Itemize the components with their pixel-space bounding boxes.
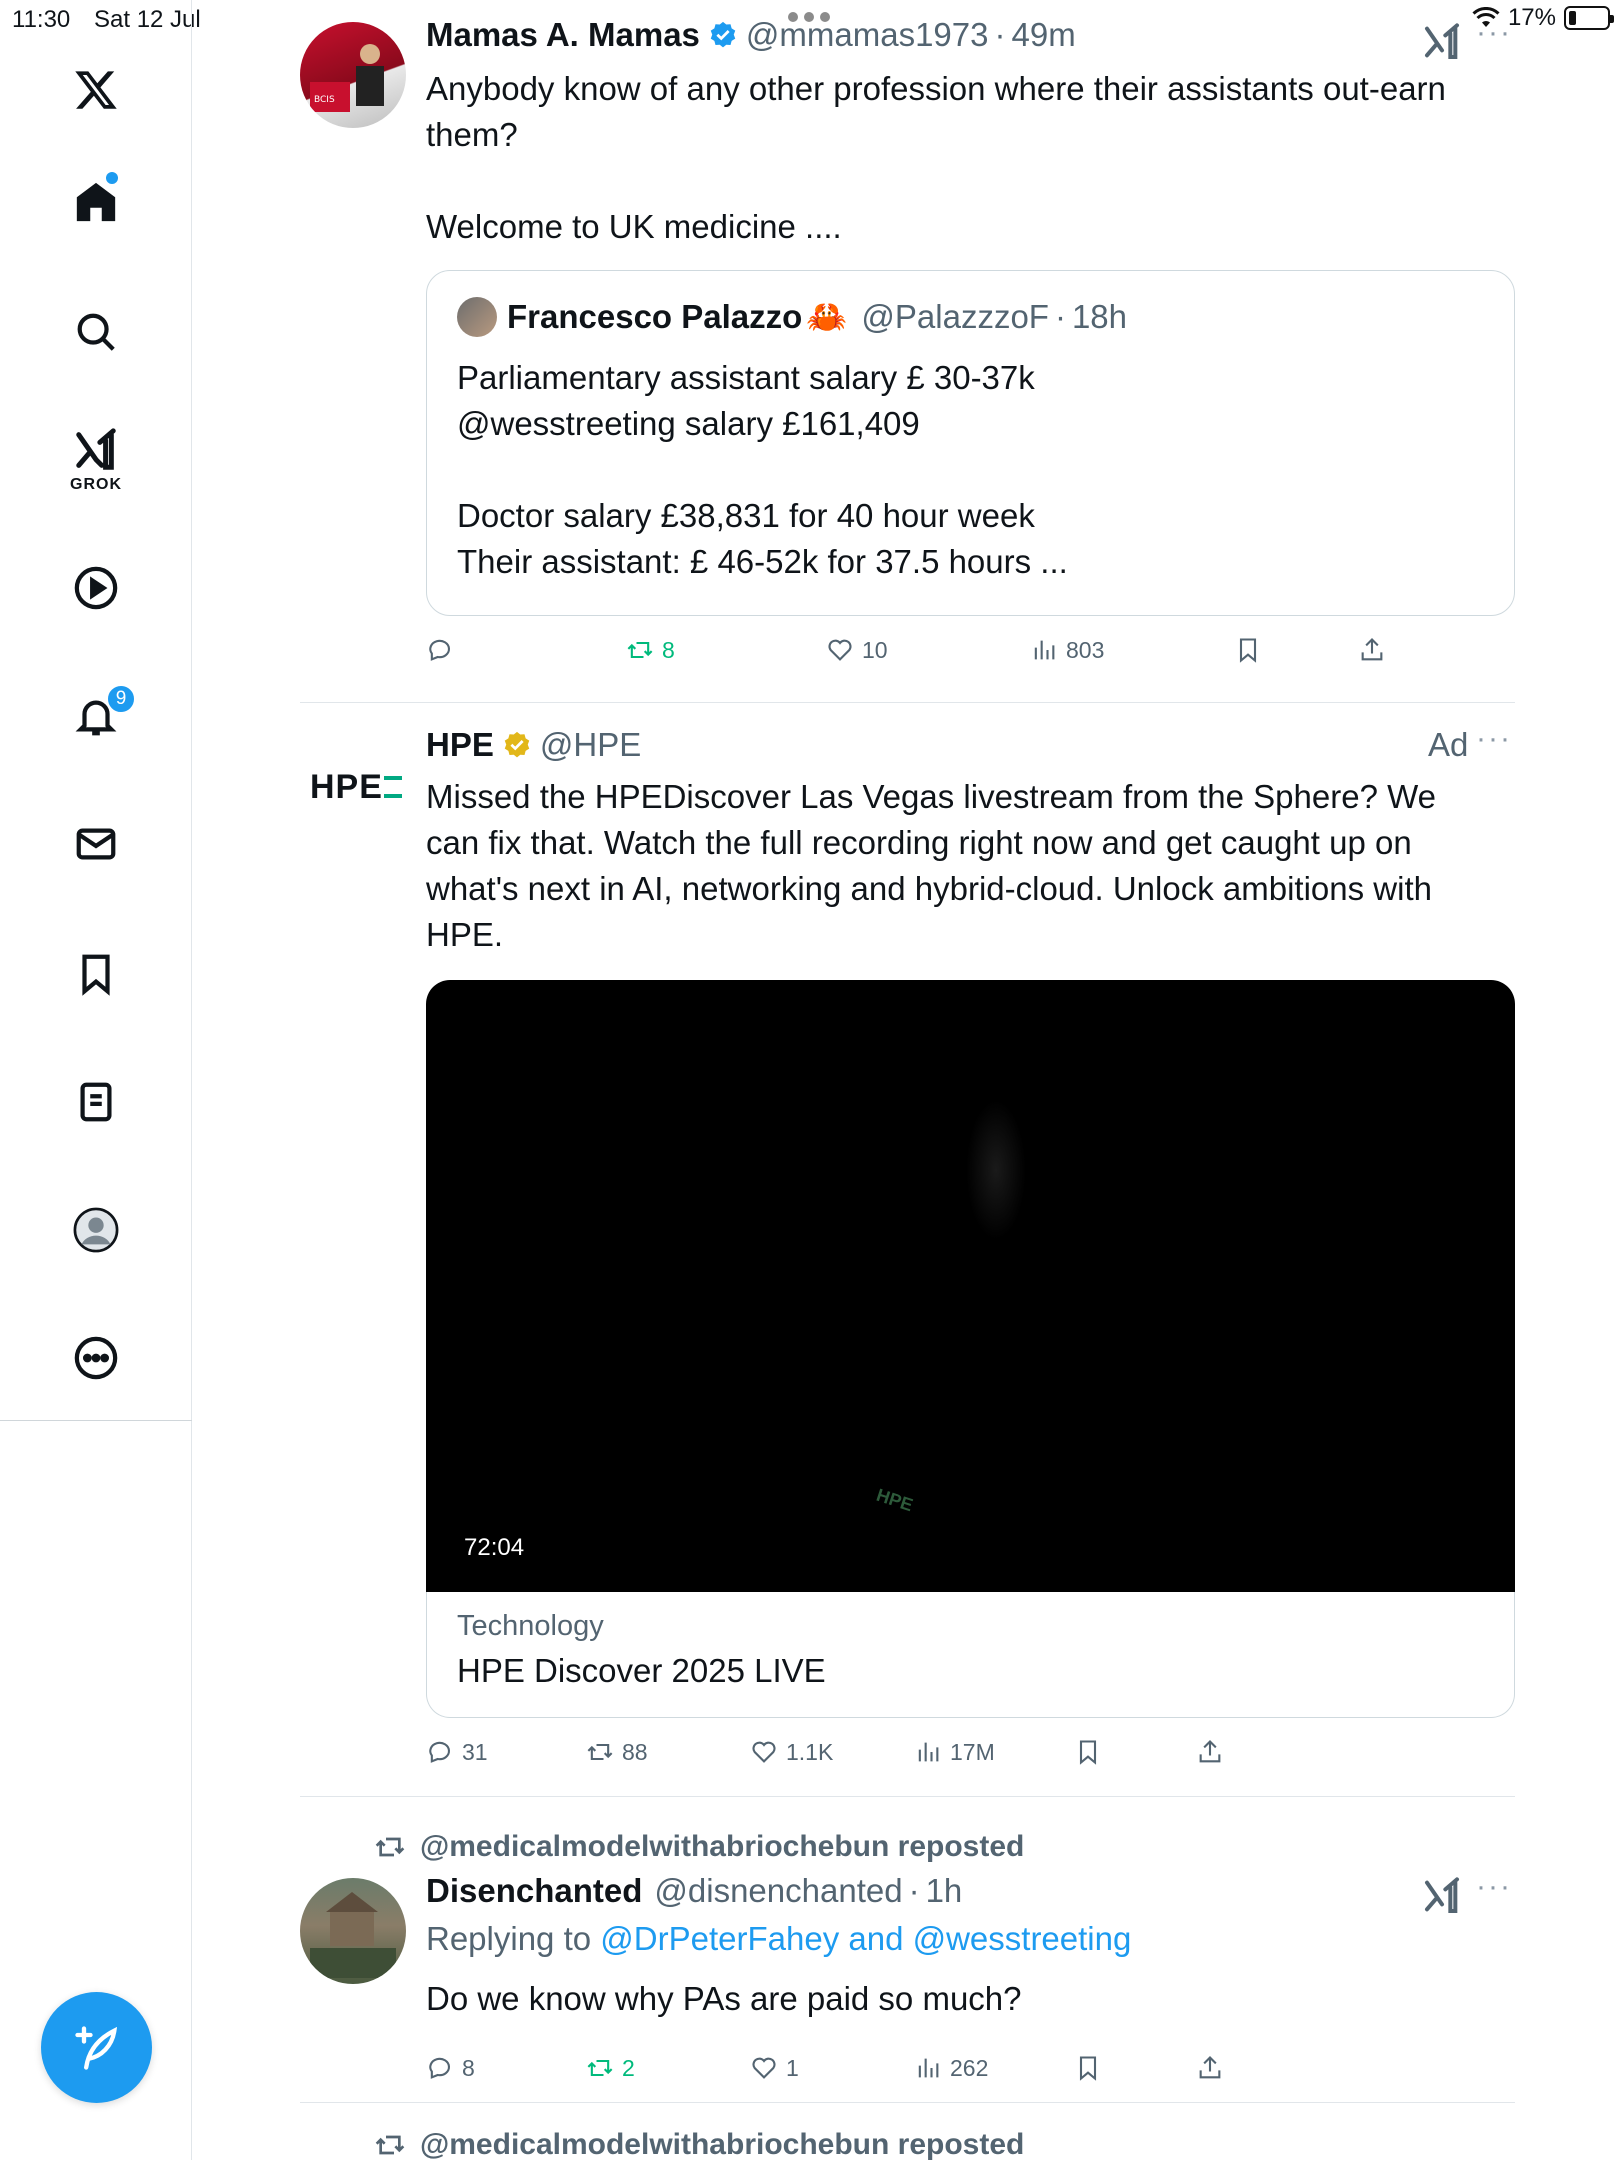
video-duration: 72:04: [456, 1532, 532, 1564]
repost-icon: [586, 2054, 614, 2082]
tweet-actions: [426, 1738, 1516, 1778]
quoted-tweet[interactable]: [426, 270, 1515, 616]
tweet-text-line: them?: [426, 116, 518, 153]
tweet-text-line: HPE.: [426, 916, 504, 953]
tweet-text-line: what's next in AI, networking and hybrid-cloud. Unlock ambitions with: [426, 870, 1432, 907]
tweet-header: [426, 16, 1076, 54]
tweet-partial[interactable]: [300, 2124, 1515, 2160]
tweet-header: [426, 1872, 962, 1910]
tweet-text: [426, 66, 1515, 250]
author-name[interactable]: Mamas A. Mamas: [426, 16, 700, 53]
repost-context-icon: [374, 2129, 406, 2160]
tweet-actions: [426, 636, 1516, 676]
svg-text:BCIS: BCIS: [314, 95, 335, 105]
repost-context[interactable]: [374, 2128, 1024, 2160]
post-time[interactable]: 1h: [925, 1872, 963, 1909]
bookmark-icon: [1074, 2054, 1102, 2082]
compose-post-button[interactable]: [41, 1992, 152, 2103]
tweet-actions: [426, 2054, 1516, 2094]
more-menu-icon[interactable]: ···: [1476, 1870, 1512, 1903]
repost-context-label: @medicalmodelwithabriochebun reposted: [420, 1830, 1025, 1863]
heart-icon: [750, 2054, 778, 2082]
tweet-separator: [300, 2102, 1515, 2103]
post-time[interactable]: 49m: [1011, 16, 1076, 53]
share-icon: [1358, 636, 1386, 664]
repost-button[interactable]: [586, 1738, 648, 1766]
reply-button[interactable]: [426, 636, 462, 664]
repost-context[interactable]: [374, 1830, 1024, 1864]
verified-badge-icon: [708, 20, 738, 50]
quote-text: [457, 355, 1477, 585]
video-player[interactable]: [426, 980, 1515, 1592]
video-figure: [966, 1100, 1026, 1240]
search-icon[interactable]: [66, 302, 126, 362]
hpe-logo-accent: [384, 776, 402, 780]
view-count: 17M: [950, 1738, 995, 1765]
bookmarks-icon[interactable]: [66, 944, 126, 1004]
views-button[interactable]: [1030, 636, 1104, 664]
dot-separator: ·: [1054, 298, 1066, 335]
quote-text-line: Doctor salary £38,831 for 40 hour week: [457, 497, 1035, 534]
quote-header: [457, 297, 1127, 337]
repost-button[interactable]: [586, 2054, 635, 2082]
reply-count: 8: [462, 2054, 475, 2081]
like-button[interactable]: [826, 636, 888, 664]
reply-icon: [426, 1738, 454, 1766]
dot-separator: ·: [994, 16, 1006, 53]
replying-to: [426, 1920, 1131, 1958]
tweet-text-line: Welcome to UK medicine ....: [426, 208, 842, 245]
repost-count: 8: [662, 636, 675, 663]
reply-button[interactable]: [426, 2054, 475, 2082]
like-count: 1: [786, 2054, 799, 2081]
quote-text-line: @wesstreeting salary £161,409: [457, 405, 920, 442]
author-handle[interactable]: @disnenchanted: [654, 1872, 903, 1909]
more-menu-icon[interactable]: ···: [1476, 722, 1512, 755]
grok-icon[interactable]: [66, 420, 126, 480]
bookmark-button[interactable]: [1234, 636, 1262, 664]
grok-explain-icon[interactable]: [1422, 22, 1462, 62]
like-button[interactable]: [750, 2054, 799, 2082]
author-handle[interactable]: @mmamas1973: [745, 16, 989, 53]
view-count: 262: [950, 2054, 989, 2081]
like-count: 1.1K: [786, 1738, 834, 1765]
compose-feather-icon: [71, 2022, 123, 2074]
x-logo-icon[interactable]: [66, 60, 126, 120]
tweet-text: [426, 774, 1515, 958]
share-icon: [1196, 1738, 1224, 1766]
repost-context-icon: [374, 1831, 406, 1863]
hpe-logo-accent: [384, 794, 402, 798]
more-options-icon[interactable]: [66, 1328, 126, 1388]
tweet-separator: [300, 702, 1515, 703]
sidebar: [0, 0, 192, 2160]
views-chart-icon: [914, 1738, 942, 1766]
quote-avatar[interactable]: [457, 297, 497, 337]
tweet-mamas[interactable]: [300, 16, 1515, 702]
quote-post-time[interactable]: 18h: [1071, 298, 1128, 335]
repost-button[interactable]: [626, 636, 675, 664]
grok-explain-icon[interactable]: [1422, 1876, 1462, 1916]
tweet-text: Do we know why PAs are paid so much?: [426, 1980, 1022, 2017]
avatar[interactable]: [300, 1878, 406, 1984]
hpe-logo[interactable]: [310, 768, 383, 807]
bookmark-button[interactable]: [1074, 2054, 1102, 2082]
author-name[interactable]: HPE: [426, 726, 494, 763]
messages-envelope-icon[interactable]: [66, 814, 126, 874]
reply-button[interactable]: [426, 1738, 488, 1766]
heart-icon: [750, 1738, 778, 1766]
quote-author-handle[interactable]: @PalazzzoF: [861, 298, 1049, 335]
bookmark-icon: [1074, 1738, 1102, 1766]
share-icon: [1196, 2054, 1224, 2082]
author-name[interactable]: Disenchanted: [426, 1872, 643, 1909]
grok-label: GROK: [70, 476, 122, 493]
reply-count: 31: [462, 1738, 488, 1765]
dot-separator: ·: [908, 1872, 920, 1909]
tweet-header: [426, 726, 641, 764]
crab-emoji-icon: 🦀: [806, 297, 848, 335]
video-card-info[interactable]: [426, 1592, 1515, 1718]
video-watermark: HPE: [873, 1484, 916, 1516]
tweet-hpe-ad[interactable]: [300, 724, 1515, 1794]
status-date: Sat 12 Jul: [94, 6, 201, 33]
views-button[interactable]: [914, 2054, 988, 2082]
repost-context-label: @medicalmodelwithabriochebun reposted: [420, 2128, 1025, 2160]
reply-icon: [426, 2054, 454, 2082]
bookmark-button[interactable]: [1074, 1738, 1102, 1766]
tweet-text-line: Missed the HPEDiscover Las Vegas livestream from the Sphere? We: [426, 778, 1436, 815]
lists-icon[interactable]: [66, 1072, 126, 1132]
bookmark-icon: [1234, 636, 1262, 664]
gold-verified-badge-icon: [502, 730, 532, 760]
profile-avatar-icon[interactable]: [66, 1200, 126, 1260]
replying-to-prefix: Replying to: [426, 1920, 592, 1957]
home-unread-dot: [106, 172, 118, 184]
quote-text-line: Parliamentary assistant salary £ 30-37k: [457, 359, 1035, 396]
repost-icon: [586, 1738, 614, 1766]
quote-text-line: Their assistant: £ 46-52k for 37.5 hours ...: [457, 543, 1068, 580]
tweet-text-line: can fix that. Watch the full recording right now and get caught up on: [426, 824, 1412, 861]
share-button[interactable]: [1196, 2054, 1224, 2082]
views-chart-icon: [914, 2054, 942, 2082]
ad-label: Ad: [1428, 726, 1469, 763]
repost-icon: [626, 636, 654, 664]
author-handle[interactable]: @HPE: [539, 726, 642, 763]
view-count: 803: [1066, 636, 1105, 663]
more-menu-icon[interactable]: ···: [1476, 16, 1512, 49]
share-button[interactable]: [1196, 1738, 1224, 1766]
video-title: HPE Discover 2025 LIVE: [457, 1652, 826, 1689]
hpe-logo-text: HPE: [310, 768, 383, 806]
repost-count: 2: [622, 2054, 635, 2081]
share-button[interactable]: [1358, 636, 1386, 664]
status-time: 11:30: [12, 6, 71, 33]
tweet-text-line: Anybody know of any other profession where their assistants out-earn: [426, 70, 1446, 107]
battery-percent: 17%: [1507, 4, 1556, 31]
views-button[interactable]: [914, 1738, 995, 1766]
video-icon[interactable]: [66, 558, 126, 618]
replying-to-users-link[interactable]: @DrPeterFahey and @wesstreeting: [600, 1920, 1132, 1957]
reply-icon: [426, 636, 454, 664]
notifications-badge: 9: [106, 684, 136, 714]
repost-count: 88: [622, 1738, 648, 1765]
tweet-separator: [300, 1796, 1515, 1797]
battery-icon: [1564, 6, 1610, 30]
heart-icon: [826, 636, 854, 664]
avatar[interactable]: [300, 22, 406, 128]
video-category: Technology: [457, 1610, 604, 1642]
views-chart-icon: [1030, 636, 1058, 664]
quote-author-name[interactable]: Francesco Palazzo: [507, 298, 803, 335]
like-button[interactable]: [750, 1738, 833, 1766]
tweet-disenchanted[interactable]: [300, 1820, 1515, 2096]
sidebar-divider: [0, 1420, 192, 1421]
like-count: 10: [862, 636, 888, 663]
